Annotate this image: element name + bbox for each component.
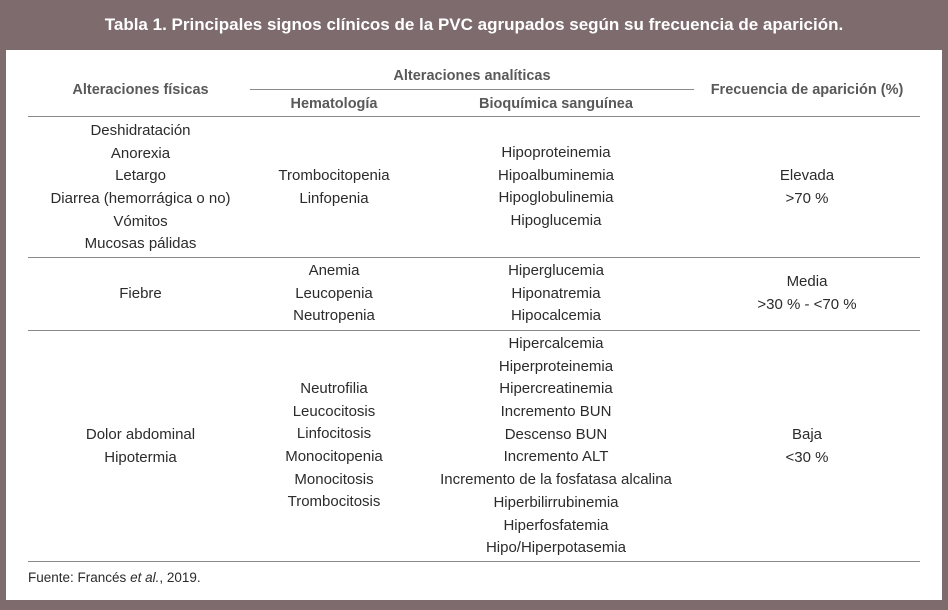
list-item: Hiperbilirrubinemia <box>493 493 619 511</box>
row2-bioquimica <box>426 260 686 328</box>
frequency-value: <30 % <box>785 448 829 466</box>
list-item: Hipoglucemia <box>510 212 602 230</box>
frequency-value: >70 % <box>785 189 829 207</box>
row2-hematologia <box>254 260 414 328</box>
frequency-label: Media <box>786 273 828 290</box>
source-italic: et al. <box>130 570 160 585</box>
row2-frecuencia <box>696 271 918 316</box>
list-item: Incremento ALT <box>503 448 609 466</box>
list-item: Hipoproteinemia <box>501 144 611 161</box>
frequency-value: >30 % - <70 % <box>757 295 857 313</box>
table-bottom-rule <box>28 561 920 562</box>
list-item: Anorexia <box>110 144 171 162</box>
list-item: Hiperfosfatemia <box>503 516 609 534</box>
list-item: Hiperglucemia <box>508 262 604 279</box>
row1-hematologia <box>254 165 414 210</box>
list-item: Trombocitosis <box>287 493 381 511</box>
list-item: Leucopenia <box>295 284 373 302</box>
list-item: Hipo/Hiperpotasemia <box>485 539 627 557</box>
list-item: Incremento BUN <box>500 403 612 421</box>
header-hematologia: Hematología <box>290 96 378 112</box>
header-analiticas: Alteraciones analíticas <box>393 68 551 84</box>
list-item: Fiebre <box>119 285 162 302</box>
list-item: Dolor abdominal <box>85 426 196 443</box>
row-divider <box>28 257 920 258</box>
header-subline <box>250 89 694 90</box>
table-panel <box>6 50 942 600</box>
header-rule <box>28 116 920 117</box>
row-divider <box>28 330 920 331</box>
list-item: Hipercalcemia <box>508 335 604 352</box>
source-note <box>28 570 201 585</box>
list-item: Anemia <box>308 262 360 279</box>
list-item: Hipocalcemia <box>510 307 602 325</box>
list-item: Linfopenia <box>299 189 369 207</box>
list-item: Leucocitosis <box>292 402 376 420</box>
row3-frecuencia <box>696 424 918 469</box>
list-item: Incremento de la fosfatasa alcalina <box>440 471 672 489</box>
list-item: Hipercreatinemia <box>499 380 613 398</box>
list-item: Hiponatremia <box>511 284 601 302</box>
list-item: Trombocitopenia <box>278 167 390 184</box>
list-item: Hiperproteinemia <box>498 357 614 375</box>
header-bioquimica: Bioquímica sanguínea <box>479 96 633 112</box>
list-item: Monocitosis <box>294 470 374 488</box>
row3-bioquimica <box>426 333 686 560</box>
row2-fisicas <box>28 283 253 306</box>
list-item: Diarrea (hemorrágica o no) <box>50 190 231 208</box>
list-item: Letargo <box>115 167 166 185</box>
source-suffix: , 2019. <box>159 570 201 585</box>
list-item: Neutropenia <box>293 307 375 325</box>
list-item: Monocitopenia <box>285 448 383 466</box>
list-item: Hipoglobulinemia <box>498 189 614 207</box>
frequency-label: Baja <box>791 426 823 443</box>
list-item: Hipoalbuminemia <box>498 166 614 184</box>
frequency-label: Elevada <box>779 167 835 184</box>
list-item: Descenso BUN <box>504 425 608 443</box>
list-item: Linfocitosis <box>296 425 372 443</box>
row1-bioquimica <box>426 142 686 233</box>
list-item: Vómitos <box>113 212 168 230</box>
row1-frecuencia <box>696 165 918 210</box>
list-item: Deshidratación <box>90 122 191 139</box>
row1-fisicas <box>28 120 253 256</box>
list-item: Neutrofilia <box>300 380 368 397</box>
row3-fisicas <box>28 424 253 469</box>
table-title: Tabla 1. Principales signos clínicos de la PVC agrupados según su frecuencia de aparición. <box>104 15 844 34</box>
row3-hematologia <box>254 378 414 514</box>
list-item: Mucosas pálidas <box>84 235 197 253</box>
source-prefix: Fuente: Francés <box>28 570 131 585</box>
header-frecuencia: Frecuencia de aparición (%) <box>710 82 904 98</box>
header-fisicas: Alteraciones físicas <box>72 82 209 98</box>
list-item: Hipotermia <box>104 448 177 466</box>
